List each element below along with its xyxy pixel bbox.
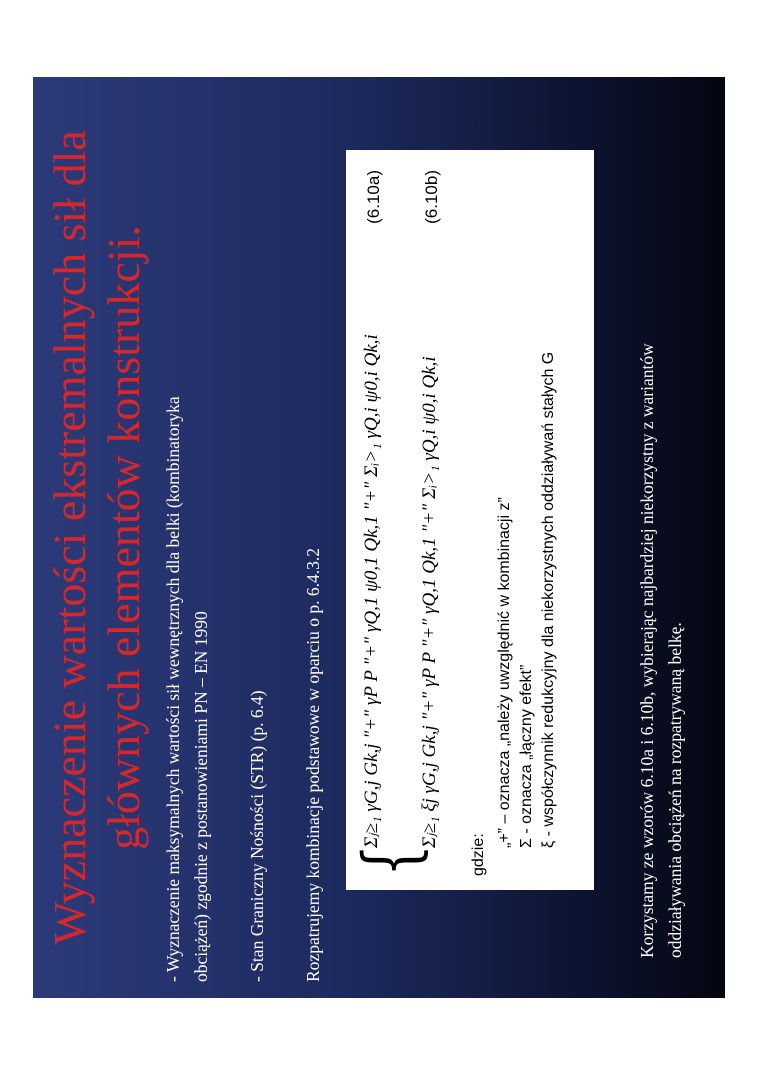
legend-plus: „+” – oznacza „należy uwzględnić w kombinacji z” — [496, 497, 513, 848]
bullet-1-line-1: - Wyznaczenie maksymalnych wartości sił wewnętrznych dla belki (kombinatoryka — [163, 396, 183, 982]
formula-6-10a: Σⱼ≥₁ γG,j Gk,j "+" γP P "+" γQ,1 ψ0,1 Qk,1 "+" Σᵢ>₁ γQ,i ψ0,i Qk,i — [361, 334, 382, 848]
bullet-3: Rozpatrujemy kombinacje podstawowe w oparciu o p. 6.4.3.2 — [303, 548, 323, 982]
brace-symbol: { — [348, 843, 434, 877]
slide-title-line2: głównych elementów konstrukcji. — [98, 225, 149, 850]
bullet-1-line-2: obciążeń) zgodnie z postanowieniami PN – EN 1990 — [191, 611, 211, 982]
legend-xi: ξ - współczynnik redukcyjny dla niekorzystnych oddziaływań stałych G — [540, 351, 557, 848]
gdzie-label: gdzie: — [470, 833, 487, 876]
slide-title-line1: Wyznaczenie wartości ekstremalnych sił dla — [44, 130, 95, 945]
formula-6-10b: Σⱼ≥₁ ξj γG,j Gk,j "+" γP P "+" γQ,1 Qk,1 "+" Σᵢ>₁ γQ,i ψ0,i Qk,i — [419, 356, 440, 848]
slide-content — [33, 77, 725, 998]
legend-sum: Σ - oznacza „łączny efekt” — [518, 664, 535, 848]
slide — [33, 77, 725, 998]
formula-box — [346, 150, 594, 890]
footer-line-2: oddziaływania obciążeń na rozpatrywaną belkę. — [665, 622, 685, 958]
footer-line-1: Korzystamy ze wzorów 6.10a i 6.10b, wybierając najbardziej niekorzystny z wariantów — [637, 343, 657, 958]
formula-6-10b-label: (6.10b) — [422, 170, 441, 224]
formula-6-10a-label: (6.10a) — [364, 170, 383, 224]
bullet-2: - Stan Graniczny Nośności (STR) (p. 6.4) — [247, 690, 267, 982]
